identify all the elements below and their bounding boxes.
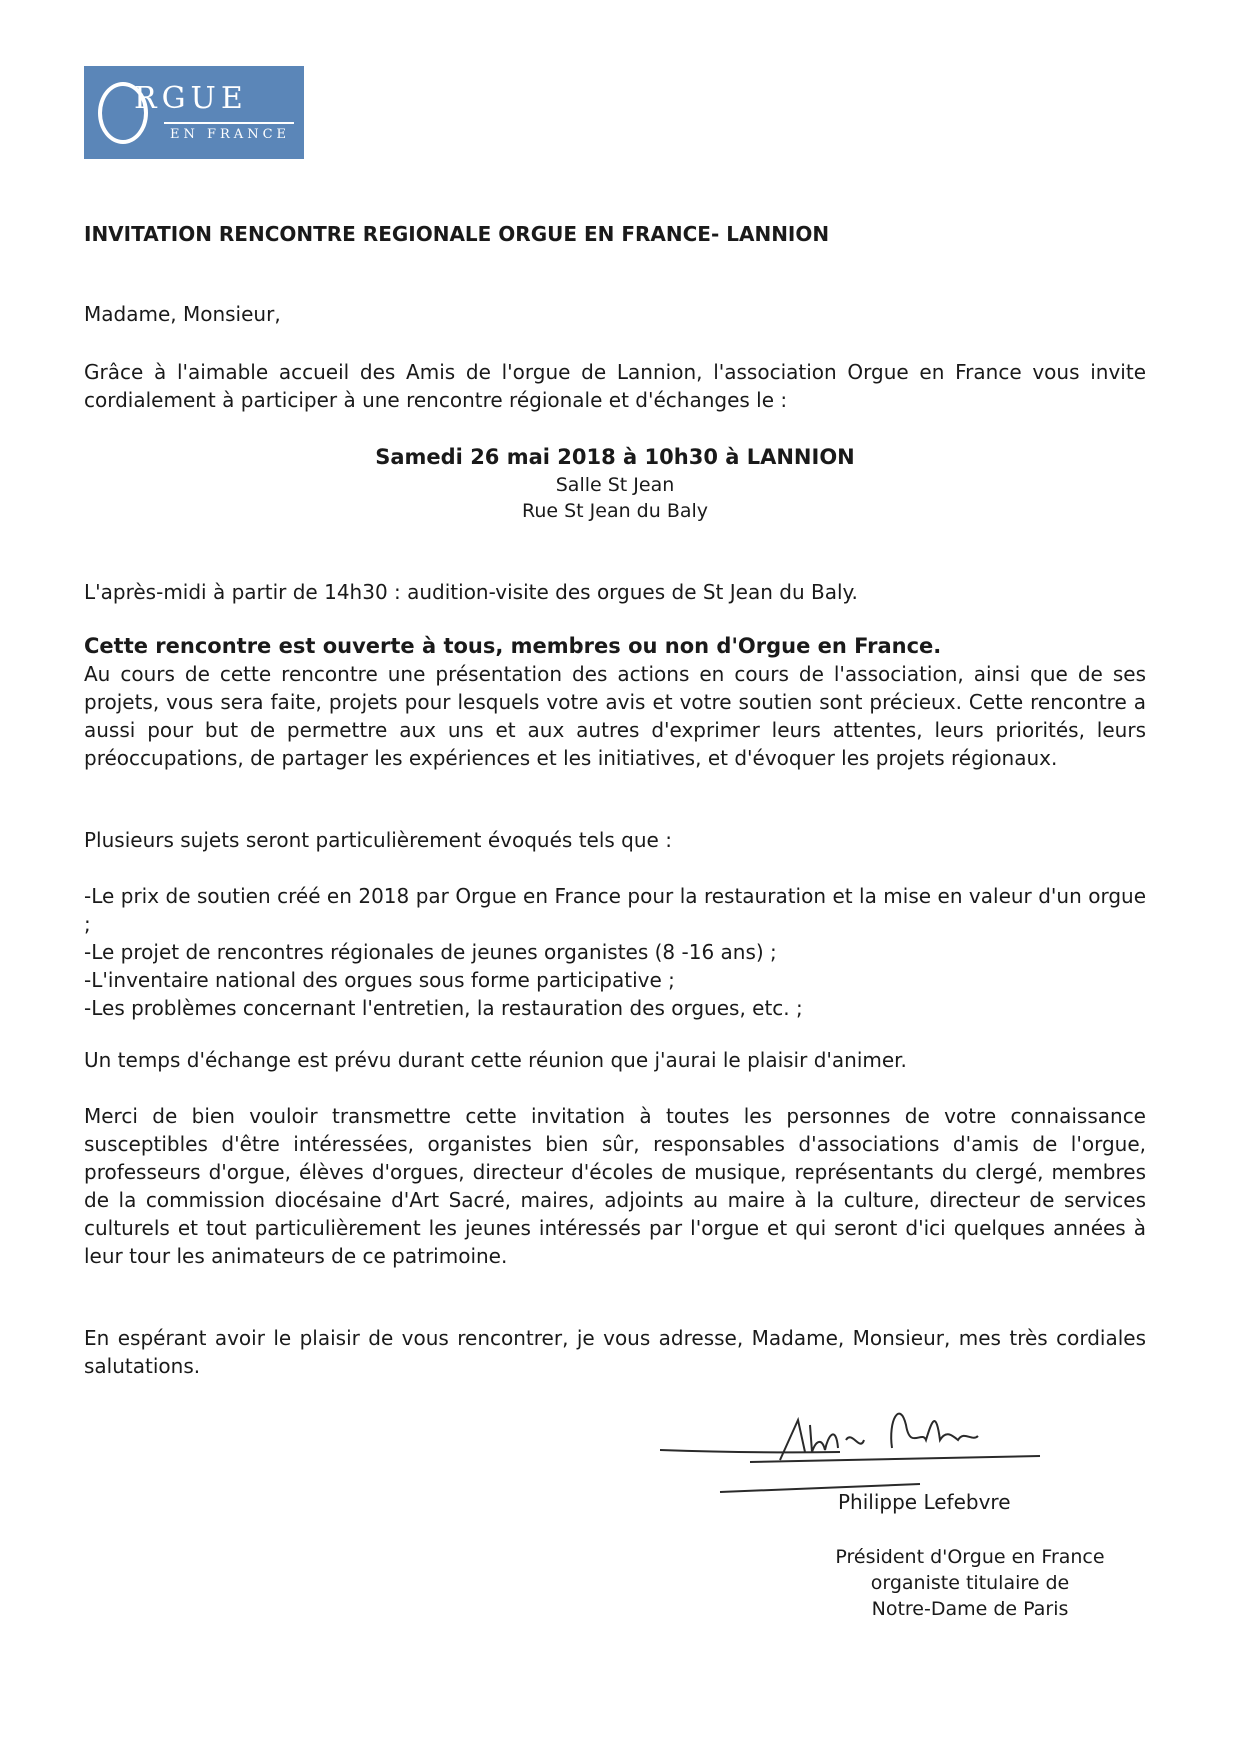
logo-subtitle: EN FRANCE <box>170 127 291 142</box>
logo-brand: RGUE <box>134 81 248 116</box>
logo-rule <box>164 122 294 124</box>
event-street: Rue St Jean du Baly <box>521 500 709 522</box>
event-date: Samedi 26 mai 2018 à 10h30 à LANNION <box>375 445 855 469</box>
list-item: -Le projet de rencontres régionales de jeunes organistes (8 -16 ans) ; <box>84 940 777 964</box>
open-meeting-text: Au cours de cette rencontre une présentation des actions en cours de l'association, ainsi que de ses projets, vous sera faite, projets pour lesquels votre avis et votre soutien sont précieux. Cette rencontre a aussi pour but de permettre aux uns et aux autres d'exprimer leurs attentes, leurs priorités, leurs préoccupations, de partager les expériences et les initiatives, et d'évoquer les projets régionaux. <box>84 662 1146 770</box>
letter-title: INVITATION RENCONTRE REGIONALE ORGUE EN FRANCE- LANNION <box>84 222 830 246</box>
signatory-title <box>760 1544 1180 1622</box>
event-place: Salle St Jean <box>555 474 675 496</box>
signatory-role: Président d'Orgue en France <box>835 1546 1105 1568</box>
open-meeting-section <box>84 632 1146 772</box>
open-meeting-bold: Cette rencontre est ouverte à tous, membres ou non d'Orgue en France. <box>84 634 942 658</box>
signatory-role: Notre-Dame de Paris <box>871 1598 1069 1620</box>
request-paragraph: Merci de bien vouloir transmettre cette invitation à toutes les personnes de votre connaissance susceptibles d'être intéressées, organistes bien sûr, responsables d'associations d'amis de l'orgue, professeurs d'orgue, élèves d'orgues, directeur d'écoles de musique, représentants du clergé, membres de la commission diocésaine d'Art Sacré, maires, adjoints au maire à la culture, directeur de services culturels et tout particulièrement les jeunes intéressés par l'orgue et qui seront d'ici quelques années à leur tour les animateurs de ce patrimoine. <box>84 1104 1146 1268</box>
subjects-list <box>84 882 1146 1022</box>
exchange-paragraph: Un temps d'échange est prévu durant cette réunion que j'aurai le plaisir d'animer. <box>84 1048 907 1072</box>
list-item: -Les problèmes concernant l'entretien, la restauration des orgues, etc. ; <box>84 996 803 1020</box>
signatory-role: organiste titulaire de <box>870 1572 1070 1594</box>
intro-paragraph: Grâce à l'aimable accueil des Amis de l'orgue de Lannion, l'association Orgue en France vous invite cordialement à participer à une rencontre régionale et d'échanges le : <box>84 360 1146 412</box>
salutation: Madame, Monsieur, <box>84 302 281 326</box>
afternoon-line: L'après-midi à partir de 14h30 : audition-visite des orgues de St Jean du Baly. <box>84 580 858 604</box>
handwritten-signature <box>660 1380 1080 1500</box>
list-item: -L'inventaire national des orgues sous forme participative ; <box>84 968 675 992</box>
subjects-intro: Plusieurs sujets seront particulièrement évoqués tels que : <box>84 828 672 852</box>
event-details <box>84 442 1146 524</box>
closing-paragraph: En espérant avoir le plaisir de vous rencontrer, je vous adresse, Madame, Monsieur, mes très cordiales salutations. <box>84 1326 1146 1378</box>
orgue-en-france-logo <box>84 66 304 159</box>
signatory-name: Philippe Lefebvre <box>838 1490 1011 1514</box>
list-item: -Le prix de soutien créé en 2018 par Orgue en France pour la restauration et la mise en valeur d'un orgue ; <box>84 884 1146 936</box>
